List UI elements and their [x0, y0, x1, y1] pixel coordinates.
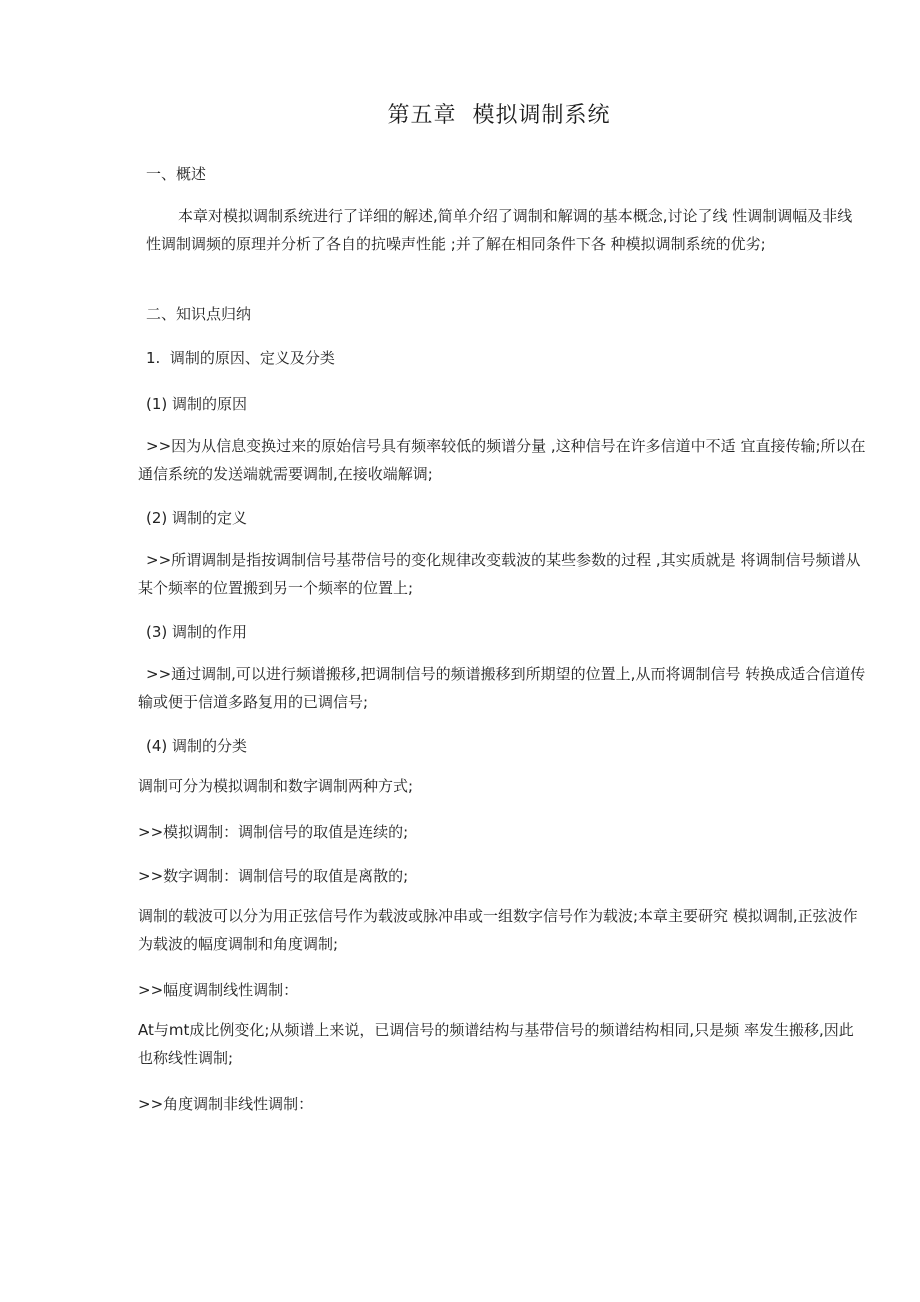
item1-heading: 1. 调制的原因、定义及分类 — [146, 349, 335, 367]
knowledge-heading: 二、知识点归纳 — [146, 305, 252, 323]
classification-line-2: >>模拟调制：调制信号的取值是连续的; — [138, 823, 409, 841]
classification-line-4: >>幅度调制线性调制： — [138, 981, 299, 999]
sub4-heading: (4) 调制的分类 — [146, 737, 248, 755]
classification-paragraph-1: 调制的载波可以分为用正弦信号作为载波或脉冲串或一组数字信号作为载波;本章主要研究 模拟调制,正弦波作为载波的幅度调制和角度调制; — [138, 907, 858, 953]
classification-line-3: >>数字调制：调制信号的取值是离散的; — [138, 867, 409, 885]
sub1-paragraph: >>因为从信息变换过来的原始信号具有频率较低的频谱分量 ,这种信号在许多信道中不适 宜直接传输;所以在通信系统的发送端就需要调制,在接收端解调; — [138, 437, 866, 483]
chapter-title: 第五章 模拟调制系统 — [387, 103, 611, 128]
classification-paragraph-2: At与mt成比例变化;从频谱上来说，已调信号的频谱结构与基带信号的频谱结构相同,只是频 率发生搬移,因此也称线性调制; — [138, 1021, 854, 1067]
sub3-heading: (3) 调制的作用 — [146, 623, 248, 641]
sub2-heading: (2) 调制的定义 — [146, 509, 248, 527]
classification-line-1: 调制可分为模拟调制和数字调制两种方式; — [138, 777, 414, 795]
sub1-heading: (1) 调制的原因 — [146, 395, 248, 413]
classification-line-5: >>角度调制非线性调制： — [138, 1095, 314, 1113]
sub2-paragraph: >>所谓调制是指按调制信号基带信号的变化规律改变载波的某些参数的过程 ,其实质就是 将调制信号频谱从某个频率的位置搬到另一个频率的位置上; — [138, 551, 861, 597]
overview-heading: 一、概述 — [146, 165, 207, 183]
overview-paragraph: 本章对模拟调制系统进行了详细的解述,简单介绍了调制和解调的基本概念,讨论了线 性调制调幅及非线性调制调频的原理并分析了各自的抗噪声性能 ;并了解在相同条件下各 种模拟调制系统的优劣; — [146, 207, 853, 253]
sub3-paragraph: >>通过调制,可以进行频谱搬移,把调制信号的频谱搬移到所期望的位置上,从而将调制信号 转换成适合信道传输或便于信道多路复用的已调信号; — [138, 665, 866, 711]
